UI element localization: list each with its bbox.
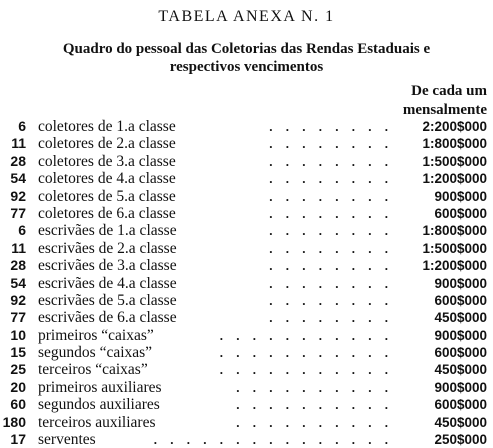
table-row	[0, 431, 493, 448]
row-description: segundos “caixas”	[38, 344, 153, 362]
row-description: coletores de 4.a classe	[38, 170, 176, 188]
row-quantity: 11	[11, 239, 26, 256]
row-dot-leader: . . . . . . . . . .	[236, 379, 393, 395]
row-amount: 450$000	[434, 362, 487, 378]
table-row	[0, 188, 493, 205]
row-amount: 600$000	[434, 205, 487, 221]
row-description: coletores de 5.a classe	[38, 187, 176, 205]
row-amount: 1:200$000	[422, 171, 487, 187]
row-amount: 600$000	[434, 345, 487, 361]
row-amount: 450$000	[434, 414, 487, 430]
row-amount: 250$000	[434, 432, 487, 448]
row-description: serventes	[38, 431, 96, 448]
row-dot-leader: . . . . . . . . . .	[236, 414, 393, 430]
row-quantity: 54	[10, 170, 26, 187]
row-quantity: 11	[11, 135, 26, 152]
row-quantity: 54	[10, 274, 26, 291]
row-description: segundos auxiliares	[38, 396, 160, 414]
row-quantity: 77	[10, 204, 26, 221]
row-quantity: 28	[10, 152, 26, 169]
row-dot-leader: . . . . . . . .	[269, 223, 393, 239]
row-description: primeiros “caixas”	[38, 326, 154, 344]
row-amount: 600$000	[434, 292, 487, 308]
table-subtitle	[0, 40, 493, 76]
row-quantity: 6	[18, 118, 26, 134]
table-row	[0, 170, 493, 187]
column-header-line-2: mensalmente	[402, 102, 487, 118]
row-dot-leader: . . . . . . . .	[269, 292, 393, 308]
table-row	[0, 379, 493, 396]
table-row	[0, 118, 493, 135]
column-header-line-1: De cada um	[411, 83, 487, 99]
row-amount: 900$000	[434, 379, 487, 395]
row-description: escrivães de 6.a classe	[38, 309, 177, 327]
row-quantity: 20	[10, 378, 26, 395]
row-description: escrivães de 5.a classe	[38, 291, 177, 309]
subtitle-line-1: Quadro do pessoal das Coletorias das Rendas Estaduais e	[62, 41, 431, 57]
table-row	[0, 344, 493, 361]
table-row	[0, 292, 493, 309]
row-description: escrivães de 1.a classe	[38, 222, 177, 240]
table-row	[0, 222, 493, 239]
row-dot-leader: . . . . . . . .	[269, 119, 393, 134]
subtitle-line-2: respectivos vencimentos	[169, 59, 324, 75]
staff-table	[0, 118, 493, 448]
row-dot-leader: . . . . . . . .	[269, 258, 393, 274]
row-amount: 900$000	[434, 188, 487, 204]
row-description: terceiros “caixas”	[38, 361, 148, 379]
table-row	[0, 396, 493, 413]
row-description: terceiros auxiliares	[38, 413, 156, 431]
table-row	[0, 257, 493, 274]
row-dot-leader: . . . . . . . .	[269, 171, 393, 187]
table-row	[0, 414, 493, 431]
row-description: coletores de 2.a classe	[38, 135, 176, 153]
row-description: escrivães de 4.a classe	[38, 274, 177, 292]
table-row	[0, 205, 493, 222]
row-dot-leader: . . . . . . . .	[269, 136, 393, 152]
table-row	[0, 309, 493, 326]
row-quantity: 77	[10, 309, 26, 326]
row-dot-leader: . . . . . . . .	[269, 310, 393, 326]
row-description: coletores de 1.a classe	[38, 118, 176, 135]
row-description: coletores de 3.a classe	[38, 152, 176, 170]
row-dot-leader: . . . . . . . . . . .	[219, 345, 393, 361]
row-dot-leader: . . . . . . . . . . . . . . .	[153, 432, 393, 448]
row-description: coletores de 6.a classe	[38, 204, 176, 222]
amount-column-header	[347, 82, 487, 120]
row-description: primeiros auxiliares	[38, 378, 162, 396]
row-dot-leader: . . . . . . . .	[269, 240, 393, 256]
row-quantity: 60	[10, 396, 26, 413]
row-dot-leader: . . . . . . . . . . .	[219, 327, 393, 343]
table-row	[0, 135, 493, 152]
row-quantity: 6	[18, 222, 26, 239]
row-description: escrivães de 3.a classe	[38, 257, 177, 275]
row-quantity: 15	[10, 344, 26, 361]
row-dot-leader: . . . . . . . . . .	[236, 397, 393, 413]
row-amount: 1:500$000	[422, 240, 487, 256]
row-amount: 1:200$000	[422, 258, 487, 274]
row-dot-leader: . . . . . . . .	[269, 205, 393, 221]
row-amount: 2:200$000	[422, 119, 487, 134]
row-quantity: 10	[10, 326, 26, 343]
row-amount: 900$000	[434, 327, 487, 343]
table-row	[0, 153, 493, 170]
table-row	[0, 275, 493, 292]
row-quantity: 17	[10, 431, 26, 448]
row-dot-leader: . . . . . . . .	[269, 153, 393, 169]
table-row	[0, 361, 493, 378]
row-quantity: 92	[10, 291, 26, 308]
row-amount: 1:800$000	[422, 223, 487, 239]
table-row	[0, 240, 493, 257]
row-amount: 900$000	[434, 275, 487, 291]
row-amount: 450$000	[434, 310, 487, 326]
row-dot-leader: . . . . . . . .	[269, 188, 393, 204]
row-quantity: 180	[2, 413, 26, 430]
row-amount: 1:800$000	[422, 136, 487, 152]
row-amount: 600$000	[434, 397, 487, 413]
row-amount: 1:500$000	[422, 153, 487, 169]
table-title: TABELA ANEXA N. 1	[158, 8, 335, 25]
row-dot-leader: . . . . . . . . . . .	[219, 362, 393, 378]
row-description: escrivães de 2.a classe	[38, 239, 177, 257]
row-quantity: 28	[10, 257, 26, 274]
row-dot-leader: . . . . . . . .	[269, 275, 393, 291]
row-quantity: 25	[10, 361, 26, 378]
table-row	[0, 327, 493, 344]
row-quantity: 92	[10, 187, 26, 204]
